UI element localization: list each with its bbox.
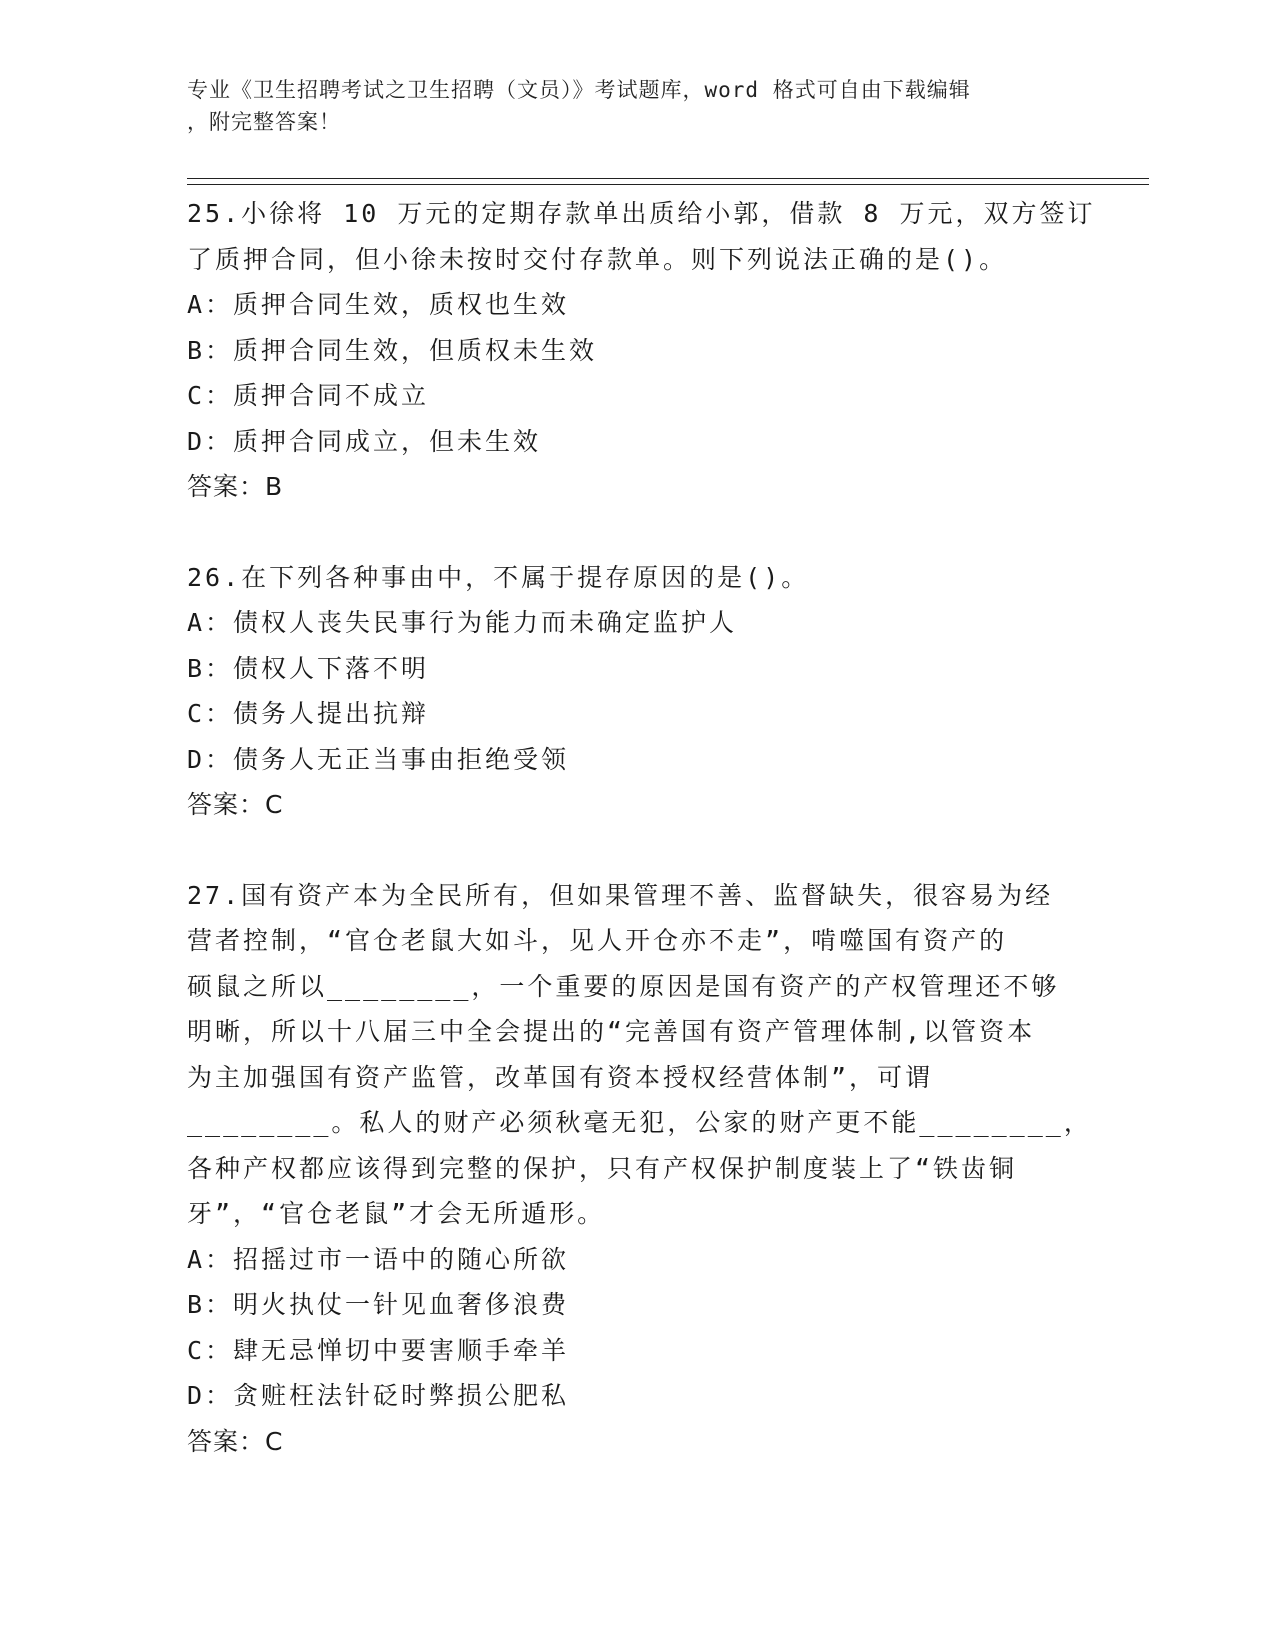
- question-25: [187, 191, 1096, 510]
- question-text-line: 为主加强国有资产监管，改革国有资本授权经营体制”，可谓: [187, 1062, 934, 1092]
- answer-label: 答案：B: [187, 472, 284, 501]
- option-a: A：质押合同生效，质权也生效: [187, 290, 570, 319]
- option-a: A：债权人丧失民事行为能力而未确定监护人: [187, 608, 738, 637]
- question-27: [187, 873, 1092, 1465]
- question-text-line: 25.小徐将 10 万元的定期存款单出质给小郭，借款 8 万元，双方签订: [187, 199, 1096, 228]
- answer-label: 答案：C: [187, 1426, 284, 1456]
- question-text-line: 了质押合同，但小徐未按时交付存款单。则下列说法正确的是()。: [187, 244, 1008, 274]
- option-d: D：贪赃枉法针砭时弊损公肥私: [187, 1381, 570, 1410]
- option-b: B：债权人下落不明: [187, 653, 430, 683]
- document-header: [187, 74, 1067, 138]
- option-c: C：肆无忌惮切中要害顺手牵羊: [187, 1335, 570, 1365]
- question-text-line: ________。私人的财产必须秋毫无犯，公家的财产更不能________，: [187, 1108, 1092, 1137]
- question-text-line: 牙”，“官仓老鼠”才会无所遁形。: [187, 1199, 606, 1228]
- question-text-line: 明晰，所以十八届三中全会提出的“完善国有资产管理体制,以管资本: [187, 1017, 1036, 1046]
- question-list: [187, 191, 1096, 1509]
- question-text-line: 26.在下列各种事由中，不属于提存原因的是()。: [187, 562, 810, 592]
- header-line-2: ，附完整答案！: [187, 110, 341, 134]
- question-text-line: 营者控制，“官仓老鼠大如斗，见人开仓亦不走”，啃噬国有资产的: [187, 926, 1008, 955]
- option-b: B：质押合同生效，但质权未生效: [187, 335, 598, 365]
- option-a: A：招摇过市一语中的随心所欲: [187, 1244, 570, 1274]
- question-text-line: 27.国有资产本为全民所有，但如果管理不善、监督缺失，很容易为经: [187, 880, 1054, 910]
- question-26: [187, 555, 1087, 828]
- option-d: D：债务人无正当事由拒绝受领: [187, 744, 570, 774]
- question-text-line: 硕鼠之所以________，一个重要的原因是国有资产的产权管理还不够: [187, 971, 1060, 1001]
- header-divider-top: [187, 178, 1149, 179]
- answer-label: 答案：C: [187, 790, 284, 819]
- option-d: D：质押合同成立，但未生效: [187, 426, 542, 456]
- option-c: C：债务人提出抗辩: [187, 699, 430, 728]
- option-c: C：质押合同不成立: [187, 381, 430, 410]
- option-b: B：明火执仗一针见血奢侈浪费: [187, 1290, 570, 1319]
- question-text-line: 各种产权都应该得到完整的保护，只有产权保护制度装上了“铁齿铜: [187, 1153, 1018, 1183]
- header-line-1: 专业《卫生招聘考试之卫生招聘（文员）》考试题库，word 格式可自由下载编辑: [187, 78, 971, 102]
- header-divider-bottom: [187, 184, 1149, 185]
